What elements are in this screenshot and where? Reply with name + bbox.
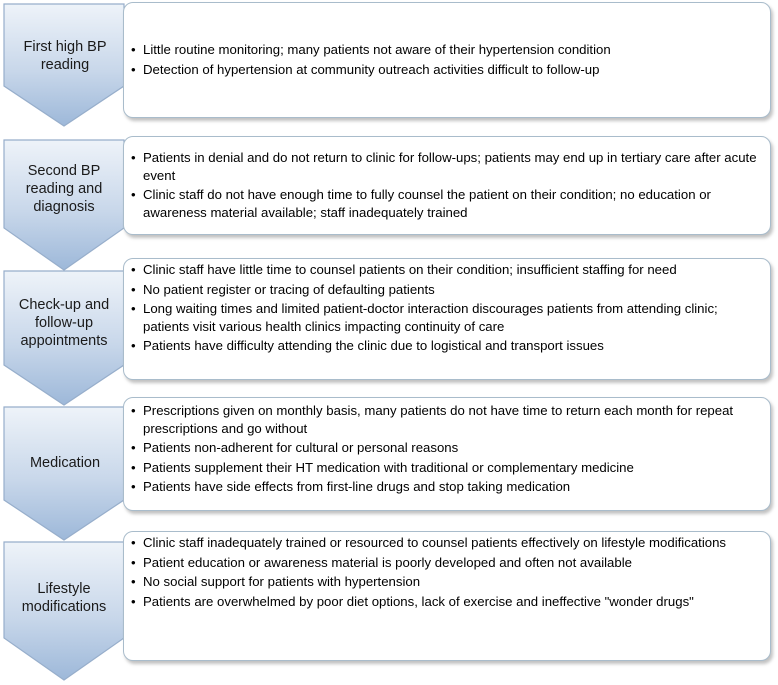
- stage-label-medication: Medication: [29, 455, 101, 471]
- bullet-item: • Patients have difficulty attending the clinic due to logistical and transport issues: [130, 337, 760, 355]
- bullet-item: • Patients have side effects from first-line drugs and stop taking medication: [130, 478, 760, 496]
- stage-label-lifestyle: Lifestyle modifications: [21, 581, 107, 615]
- stage-panel-1: [123, 2, 771, 118]
- bullet-item: • Patient education or awareness material is poorly developed and often not available: [130, 554, 760, 572]
- bullet-item: • Clinic staff have little time to counsel patients on their condition; insufficient staffing for need: [130, 261, 760, 279]
- bullet-item: • Long waiting times and limited patient-doctor interaction discourages patients from attending clinic; patients visit various health clinics impacting continuity of care: [130, 300, 760, 335]
- chevron-stage-4: [4, 407, 124, 540]
- bullet-item: • Detection of hypertension at community outreach activities difficult to follow-up: [130, 61, 760, 79]
- bullet-item: • No social support for patients with hypertension: [130, 573, 760, 591]
- bullet-item: • Little routine monitoring; many patients not aware of their hypertension condition: [130, 41, 760, 59]
- stage-panel-5: [123, 531, 771, 661]
- bullet-item: • Patients supplement their HT medication with traditional or complementary medicine: [130, 459, 760, 477]
- bullet-item: • Patients non-adherent for cultural or personal reasons: [130, 439, 760, 457]
- bullet-item: • Patients are overwhelmed by poor diet options, lack of exercise and ineffective "wonder drugs": [130, 593, 760, 611]
- bullet-item: • Patients in denial and do not return to clinic for follow-ups; patients may end up in tertiary care after acute event: [130, 149, 760, 184]
- bullet-item: • Prescriptions given on monthly basis, many patients do not have time to return each month for repeat prescriptions and go without: [130, 402, 760, 437]
- stage-panel-4: [123, 397, 771, 511]
- bullet-item: • Clinic staff do not have enough time to fully counsel the patient on their condition; no education or awareness material available; staff inadequately trained: [130, 186, 760, 221]
- stage-label-second-bp: Second BP reading and diagnosis: [25, 163, 103, 215]
- stage-label-first-high-bp: First high BP reading: [23, 39, 107, 73]
- stage-label-check-up: Check-up and follow-up appointments: [18, 297, 110, 349]
- stage-panel-3: [123, 258, 771, 380]
- bullet-item: • No patient register or tracing of defaulting patients: [130, 281, 760, 299]
- stage-panel-2: [123, 136, 771, 235]
- bullet-item: • Clinic staff inadequately trained or resourced to counsel patients effectively on lifestyle modifications: [130, 534, 760, 552]
